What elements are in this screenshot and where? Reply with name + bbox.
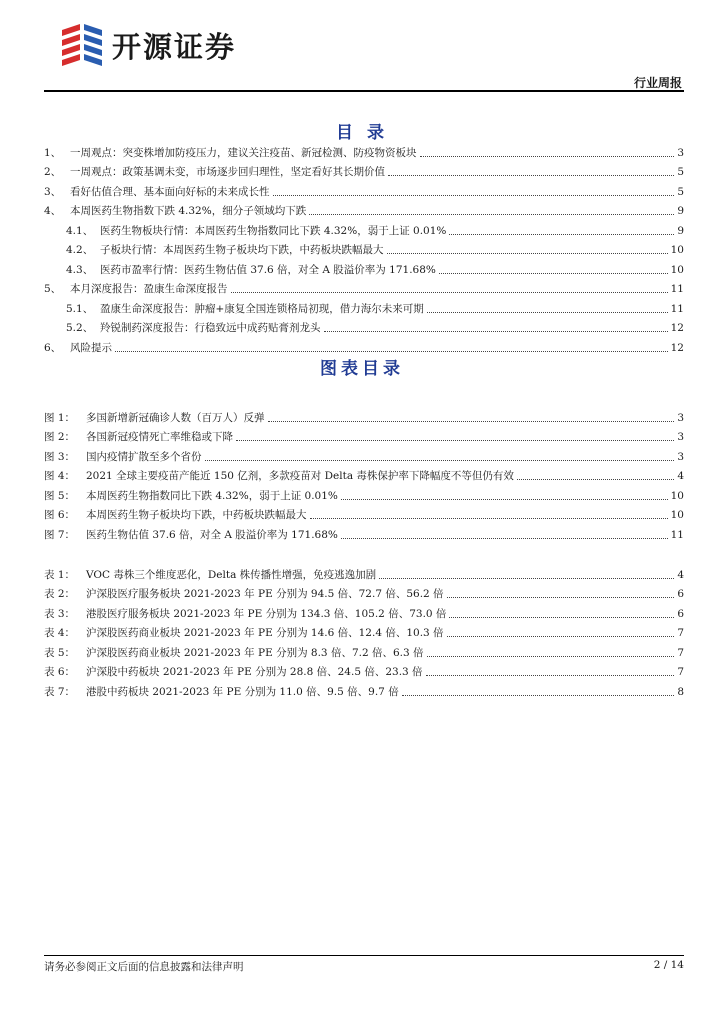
entry-page: 7 (677, 627, 684, 639)
entry-title: 羚锐制药深度报告：行稳致远中成药贴膏剂龙头 (100, 322, 321, 334)
dot-leader (309, 214, 674, 215)
dot-leader (236, 440, 674, 441)
entry-title: 沪深股医药商业板块 2021-2023 年 PE 分别为 14.6 倍、12.4 倍、10.3 倍 (86, 627, 444, 639)
entry-title: 国内疫情扩散至多个省份 (86, 450, 202, 463)
entry-title: 盈康生命深度报告：肿瘤+康复全国连锁格局初现，借力海尔未来可期 (100, 302, 424, 315)
entry-title: 港股中药板块 2021-2023 年 PE 分别为 11.0 倍、9.5 倍、9.7 倍 (86, 685, 399, 698)
entry-number: 4.2、 (66, 244, 94, 256)
entry-number: 表 5： (44, 646, 76, 659)
entry-title: VOC 毒株三个维度恶化，Delta 株传播性增强，免疫逃逸加剧 (86, 568, 377, 581)
toc-entry[interactable] (44, 140, 684, 160)
dot-leader (115, 351, 668, 352)
footer-disclaimer: 请务必参阅正文后面的信息披露和法律声明 (44, 961, 244, 973)
entry-number: 6、 (44, 341, 62, 354)
entry-title: 本月深度报告：盈康生命深度报告 (70, 283, 228, 295)
page-number: 2 / 14 (653, 959, 684, 971)
list-entry[interactable] (44, 483, 684, 503)
entry-number: 图 3： (44, 450, 76, 463)
dot-leader (402, 695, 675, 696)
entry-number: 图 6： (44, 509, 76, 521)
dot-leader (426, 675, 675, 676)
toc-entry[interactable] (44, 218, 684, 238)
entry-page: 7 (677, 666, 684, 678)
dot-leader (231, 292, 668, 293)
dot-leader (447, 597, 675, 598)
entry-title: 一周观点：突变株增加防疫压力，建议关注疫苗、新冠检测、防疫物资板块 (70, 146, 417, 159)
dot-leader (427, 656, 675, 657)
entry-title: 沪深股中药板块 2021-2023 年 PE 分别为 28.8 倍、24.5 倍、23.3 倍 (86, 666, 423, 678)
entry-page: 12 (670, 322, 684, 334)
entry-page: 6 (677, 588, 684, 600)
list-entry[interactable] (44, 444, 684, 464)
toc-entry[interactable] (44, 179, 684, 199)
entry-title: 一周观点：政策基调未变，市场逐步回归理性，坚定看好其长期价值 (70, 166, 385, 178)
list-entry[interactable] (44, 425, 684, 445)
entry-title: 港股医疗服务板块 2021-2023 年 PE 分别为 134.3 倍、105.2 倍、73.0 倍 (86, 607, 447, 620)
entry-page: 11 (670, 528, 684, 541)
dot-leader (449, 234, 674, 235)
entry-page: 11 (670, 302, 684, 315)
page-header (44, 14, 684, 92)
dot-leader (388, 175, 674, 176)
toc-entry[interactable] (44, 199, 684, 219)
table-of-contents (44, 140, 684, 355)
entry-title: 本周医药生物指数下跌 4.32%，细分子领域均下跌 (70, 205, 307, 217)
entry-page: 10 (670, 244, 684, 256)
entry-page: 4 (677, 470, 684, 482)
entry-number: 图 2： (44, 431, 76, 443)
entry-page: 3 (677, 431, 684, 443)
dot-leader (517, 479, 674, 480)
entry-number: 4、 (44, 205, 62, 217)
entry-page: 12 (670, 341, 684, 354)
dot-leader (420, 156, 675, 157)
toc-entry[interactable] (44, 257, 684, 277)
entry-number: 5.1、 (66, 302, 94, 315)
toc-title: 目 录 (336, 123, 388, 143)
list-entry[interactable] (44, 562, 684, 582)
list-entry[interactable] (44, 679, 684, 699)
dot-leader (387, 253, 668, 254)
entry-title: 多国新增新冠确诊人数（百万人）反弹 (86, 411, 265, 424)
entry-number: 1、 (44, 146, 62, 159)
entry-number: 图 1： (44, 411, 76, 424)
dot-leader (205, 460, 675, 461)
entry-title: 本周医药生物子板块均下跌，中药板块跌幅最大 (86, 509, 307, 521)
entry-number: 5、 (44, 283, 62, 295)
dot-leader (324, 331, 668, 332)
entry-number: 图 4： (44, 470, 76, 482)
table-list (44, 562, 684, 699)
entry-page: 3 (677, 450, 684, 463)
dot-leader (447, 636, 675, 637)
entry-page: 4 (677, 568, 684, 581)
entry-title: 各国新冠疫情死亡率维稳或下降 (86, 431, 233, 443)
figure-list (44, 405, 684, 542)
entry-number: 5.2、 (66, 322, 94, 334)
dot-leader (273, 195, 675, 196)
list-entry[interactable] (44, 660, 684, 680)
footer-divider (44, 955, 684, 956)
entry-page: 5 (677, 185, 684, 198)
dot-leader (439, 273, 668, 274)
entry-page: 8 (677, 685, 684, 698)
toc-entry[interactable] (44, 296, 684, 316)
list-entry[interactable] (44, 464, 684, 484)
dot-leader (427, 312, 668, 313)
entry-page: 9 (677, 224, 684, 237)
entry-number: 表 2： (44, 588, 76, 600)
entry-page: 11 (670, 283, 684, 295)
entry-title: 沪深股医药商业板块 2021-2023 年 PE 分别为 8.3 倍、7.2 倍、6.3 倍 (86, 646, 424, 659)
entry-title: 本周医药生物指数同比下跌 4.32%，弱于上证 0.01% (86, 489, 338, 502)
entry-page: 10 (670, 509, 684, 521)
report-type-label: 行业周报 (633, 76, 682, 90)
toc-entry[interactable] (44, 238, 684, 258)
entry-number: 3、 (44, 185, 62, 198)
company-logo (58, 20, 318, 70)
list-entry[interactable] (44, 621, 684, 641)
entry-number: 表 6： (44, 666, 76, 678)
entry-number: 表 1： (44, 568, 76, 581)
list-entry[interactable] (44, 582, 684, 602)
kaiyuan-logo-icon (58, 22, 106, 68)
entry-title: 风险提示 (70, 341, 112, 354)
entry-title: 沪深股医疗服务板块 2021-2023 年 PE 分别为 94.5 倍、72.7 倍、56.2 倍 (86, 588, 444, 600)
dot-leader (449, 617, 674, 618)
list-entry[interactable] (44, 405, 684, 425)
entry-page: 10 (670, 263, 684, 276)
entry-number: 图 7： (44, 528, 76, 541)
dot-leader (341, 538, 668, 539)
entry-title: 医药生物板块行情：本周医药生物指数同比下跌 4.32%，弱于上证 0.01% (100, 224, 447, 237)
dot-leader (341, 499, 668, 500)
figures-title: 图表目录 (320, 359, 404, 379)
list-entry[interactable] (44, 503, 684, 523)
entry-number: 图 5： (44, 489, 76, 502)
toc-entry[interactable] (44, 316, 684, 336)
toc-entry[interactable] (44, 277, 684, 297)
list-entry[interactable] (44, 522, 684, 542)
header-divider (44, 90, 684, 92)
entry-title: 看好估值合理、基本面向好标的未来成长性 (70, 185, 270, 198)
entry-page: 3 (677, 411, 684, 424)
entry-number: 4.3、 (66, 263, 94, 276)
list-entry[interactable] (44, 640, 684, 660)
toc-entry[interactable] (44, 160, 684, 180)
toc-entry[interactable] (44, 335, 684, 355)
logo-text: 开源证券 (112, 29, 237, 64)
dot-leader (268, 421, 675, 422)
list-entry[interactable] (44, 601, 684, 621)
entry-number: 表 3： (44, 607, 76, 620)
entry-number: 2、 (44, 166, 62, 178)
entry-page: 10 (670, 489, 684, 502)
entry-title: 医药市盈率行情：医药生物估值 37.6 倍，对全 A 股溢价率为 171.68% (100, 263, 436, 276)
dot-leader (310, 518, 668, 519)
entry-title: 2021 全球主要疫苗产能近 150 亿剂，多款疫苗对 Delta 毒株保护率下降幅度不等但仍有效 (86, 470, 514, 482)
entry-number: 表 7： (44, 685, 76, 698)
entry-page: 5 (677, 166, 684, 178)
entry-page: 3 (677, 146, 684, 159)
entry-page: 7 (677, 646, 684, 659)
entry-page: 6 (677, 607, 684, 620)
dot-leader (379, 578, 674, 579)
entry-title: 子板块行情：本周医药生物子板块均下跌，中药板块跌幅最大 (100, 244, 384, 256)
entry-number: 4.1、 (66, 224, 94, 237)
entry-page: 9 (677, 205, 684, 217)
entry-number: 表 4： (44, 627, 76, 639)
entry-title: 医药生物估值 37.6 倍，对全 A 股溢价率为 171.68% (86, 528, 338, 541)
